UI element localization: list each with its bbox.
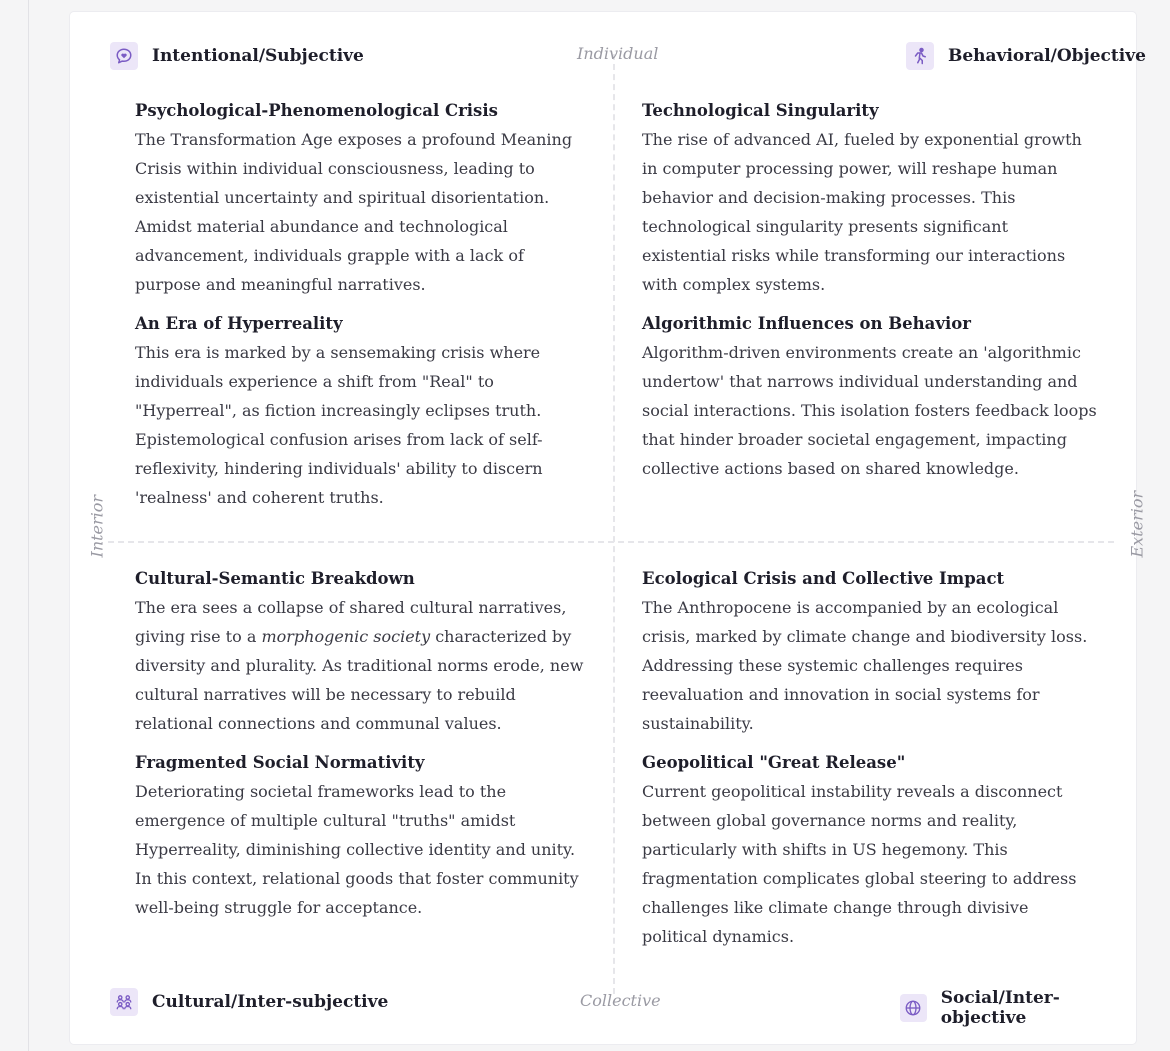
section-title: Cultural-Semantic Breakdown (135, 569, 415, 588)
corner-label-behavioral: Behavioral/Objective (948, 46, 1146, 66)
horizontal-axis-line (108, 541, 1114, 543)
axis-label-exterior: Exterior (1127, 490, 1147, 558)
section-text: Current geopolitical instability reveals a disconnect between global governance norms and reality, particularly with shifts in US hegemony. This fragmentation complicates global steering to address challenges like climate change through divisive political dynamics. (642, 782, 1077, 946)
quadrant-diagram-card (70, 12, 1147, 1044)
corner-label-intentional: Intentional/Subjective (152, 46, 364, 66)
section-title: Psychological-Phenomenological Crisis (135, 101, 498, 120)
quadrant-bottom-left (135, 568, 585, 936)
text-part: The era sees a collapse of shared cultural narratives, giving rise to a (135, 598, 567, 646)
section-text: This era is marked by a sensemaking crisis where individuals experience a shift from "Real" to "Hyperreal", as fiction increasingly eclipses truth. Epistemological confusion arises from lack of self-reflexivity, hindering individuals' ability to discern 'realness' and coherent truths. (135, 343, 543, 507)
group-people-icon (110, 988, 138, 1016)
section-title: Algorithmic Influences on Behavior (642, 314, 971, 333)
text-emphasis: morphogenic society (261, 627, 431, 646)
axis-label-individual: Individual (577, 44, 659, 63)
section-title: An Era of Hyperreality (135, 314, 343, 333)
section-title: Fragmented Social Normativity (135, 753, 425, 772)
corner-bottom-left (110, 988, 388, 1016)
section-ecological-crisis (642, 568, 1097, 738)
section-psychological-crisis (135, 100, 585, 299)
corner-label-social: Social/Inter-objective (940, 988, 1060, 1028)
running-person-icon (906, 42, 934, 70)
heart-in-chat-icon (110, 42, 138, 70)
vertical-axis-line (613, 54, 615, 994)
section-title: Technological Singularity (642, 101, 879, 120)
corner-top-left (110, 42, 364, 70)
section-geopolitical-release (642, 752, 1097, 951)
section-cultural-semantic-breakdown (135, 568, 585, 738)
text-part: characterized by diversity and plurality. As traditional norms erode, new cultural narratives will be necessary to rebuild relational connections and communal values. (135, 627, 584, 733)
section-algorithmic-influences (642, 313, 1097, 483)
corner-bottom-right (900, 988, 1136, 1028)
page-edge-divider (28, 0, 29, 1051)
section-technological-singularity (642, 100, 1097, 299)
quadrant-top-left (135, 100, 585, 526)
corner-label-cultural: Cultural/Inter-subjective (152, 992, 389, 1012)
quadrant-bottom-right (642, 568, 1097, 965)
section-fragmented-normativity (135, 752, 585, 922)
axis-label-interior: Interior (87, 494, 107, 558)
section-text: The Transformation Age exposes a profound Meaning Crisis within individual consciousness, leading to existential uncertainty and spiritual disorientation. Amidst material abundance and technological advancement, individuals grapple with a lack of purpose and meaningful narratives. (135, 130, 573, 294)
section-text (135, 593, 585, 738)
section-text: The rise of advanced AI, fueled by exponential growth in computer processing power, will reshape human behavior and decision-making processes. This technological singularity presents significant existential risks while transforming our interactions with complex systems. (642, 130, 1082, 294)
axis-label-collective: Collective (580, 991, 661, 1010)
section-text: Algorithm-driven environments create an 'algorithmic undertow' that narrows individual understanding and social interactions. This isolation fosters feedback loops that hinder broader societal engagement, impacting collective actions based on shared knowledge. (642, 343, 1097, 478)
quadrant-top-right (642, 100, 1097, 497)
section-title: Geopolitical "Great Release" (642, 753, 906, 772)
section-title: Ecological Crisis and Collective Impact (642, 569, 1005, 588)
corner-top-right (906, 42, 1146, 70)
section-text: Deteriorating societal frameworks lead to the emergence of multiple cultural "truths" amidst Hyperreality, diminishing collective identity and unity. In this context, relational goods that foster community well-being struggle for acceptance. (135, 782, 579, 917)
section-text: The Anthropocene is accompanied by an ecological crisis, marked by climate change and biodiversity loss. Addressing these systemic challenges requires reevaluation and innovation in social systems for sustainability. (642, 598, 1088, 733)
globe-icon (900, 994, 927, 1022)
section-hyperreality (135, 313, 585, 512)
